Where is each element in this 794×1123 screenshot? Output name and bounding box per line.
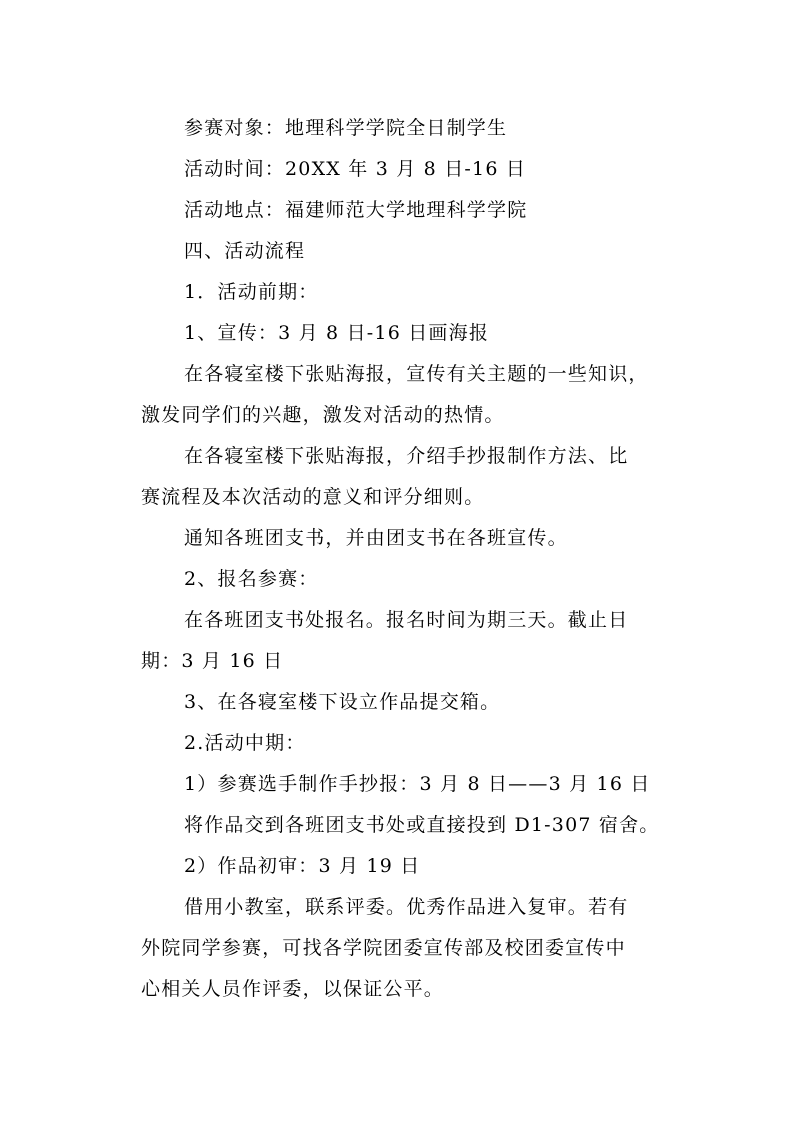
paragraph-line: 在各寝室楼下张贴海报，宣传有关主题的一些知识， — [184, 363, 649, 385]
item-submission-box: 3、在各寝室楼下设立作品提交箱。 — [184, 691, 501, 713]
item-preliminary-review: 2）作品初审：3 月 19 日 — [184, 855, 421, 877]
item-publicity: 1、宣传：3 月 8 日-16 日画海报 — [184, 322, 490, 344]
activity-time-line: 活动时间：20XX 年 3 月 8 日-16 日 — [184, 158, 527, 180]
section-heading-process: 四、活动流程 — [184, 240, 306, 262]
paragraph-line: 心相关人员作评委，以保证公平。 — [141, 978, 445, 1000]
paragraph-line: 赛流程及本次活动的意义和评分细则。 — [141, 486, 485, 508]
participants-line: 参赛对象：地理科学学院全日制学生 — [184, 117, 508, 139]
paragraph-line: 在各班团支书处报名。报名时间为期三天。截止日 — [184, 609, 629, 631]
paragraph-line: 激发同学们的兴趣，激发对活动的热情。 — [141, 404, 505, 426]
paragraph-line: 在各寝室楼下张贴海报，介绍手抄报制作方法、比 — [184, 445, 629, 467]
subheading-mid-activity: 2.活动中期： — [184, 732, 306, 754]
item-registration: 2、报名参赛： — [184, 568, 319, 590]
item-make-newspaper: 1）参赛选手制作手抄报：3 月 8 日——3 月 16 日 — [184, 773, 651, 795]
paragraph-line: 将作品交到各班团支书处或直接投到 D1-307 宿舍。 — [184, 814, 660, 836]
document-body — [141, 108, 671, 1010]
paragraph-line: 通知各班团支书，并由团支书在各班宣传。 — [184, 527, 568, 549]
activity-location-line: 活动地点：福建师范大学地理科学学院 — [184, 199, 528, 221]
paragraph-line: 借用小教室，联系评委。优秀作品进入复审。若有 — [184, 896, 629, 918]
subheading-pre-activity: 1．活动前期： — [184, 281, 319, 303]
paragraph-line: 期：3 月 16 日 — [141, 650, 284, 672]
paragraph-line: 外院同学参赛，可找各学院团委宣传部及校团委宣传中 — [141, 937, 626, 959]
